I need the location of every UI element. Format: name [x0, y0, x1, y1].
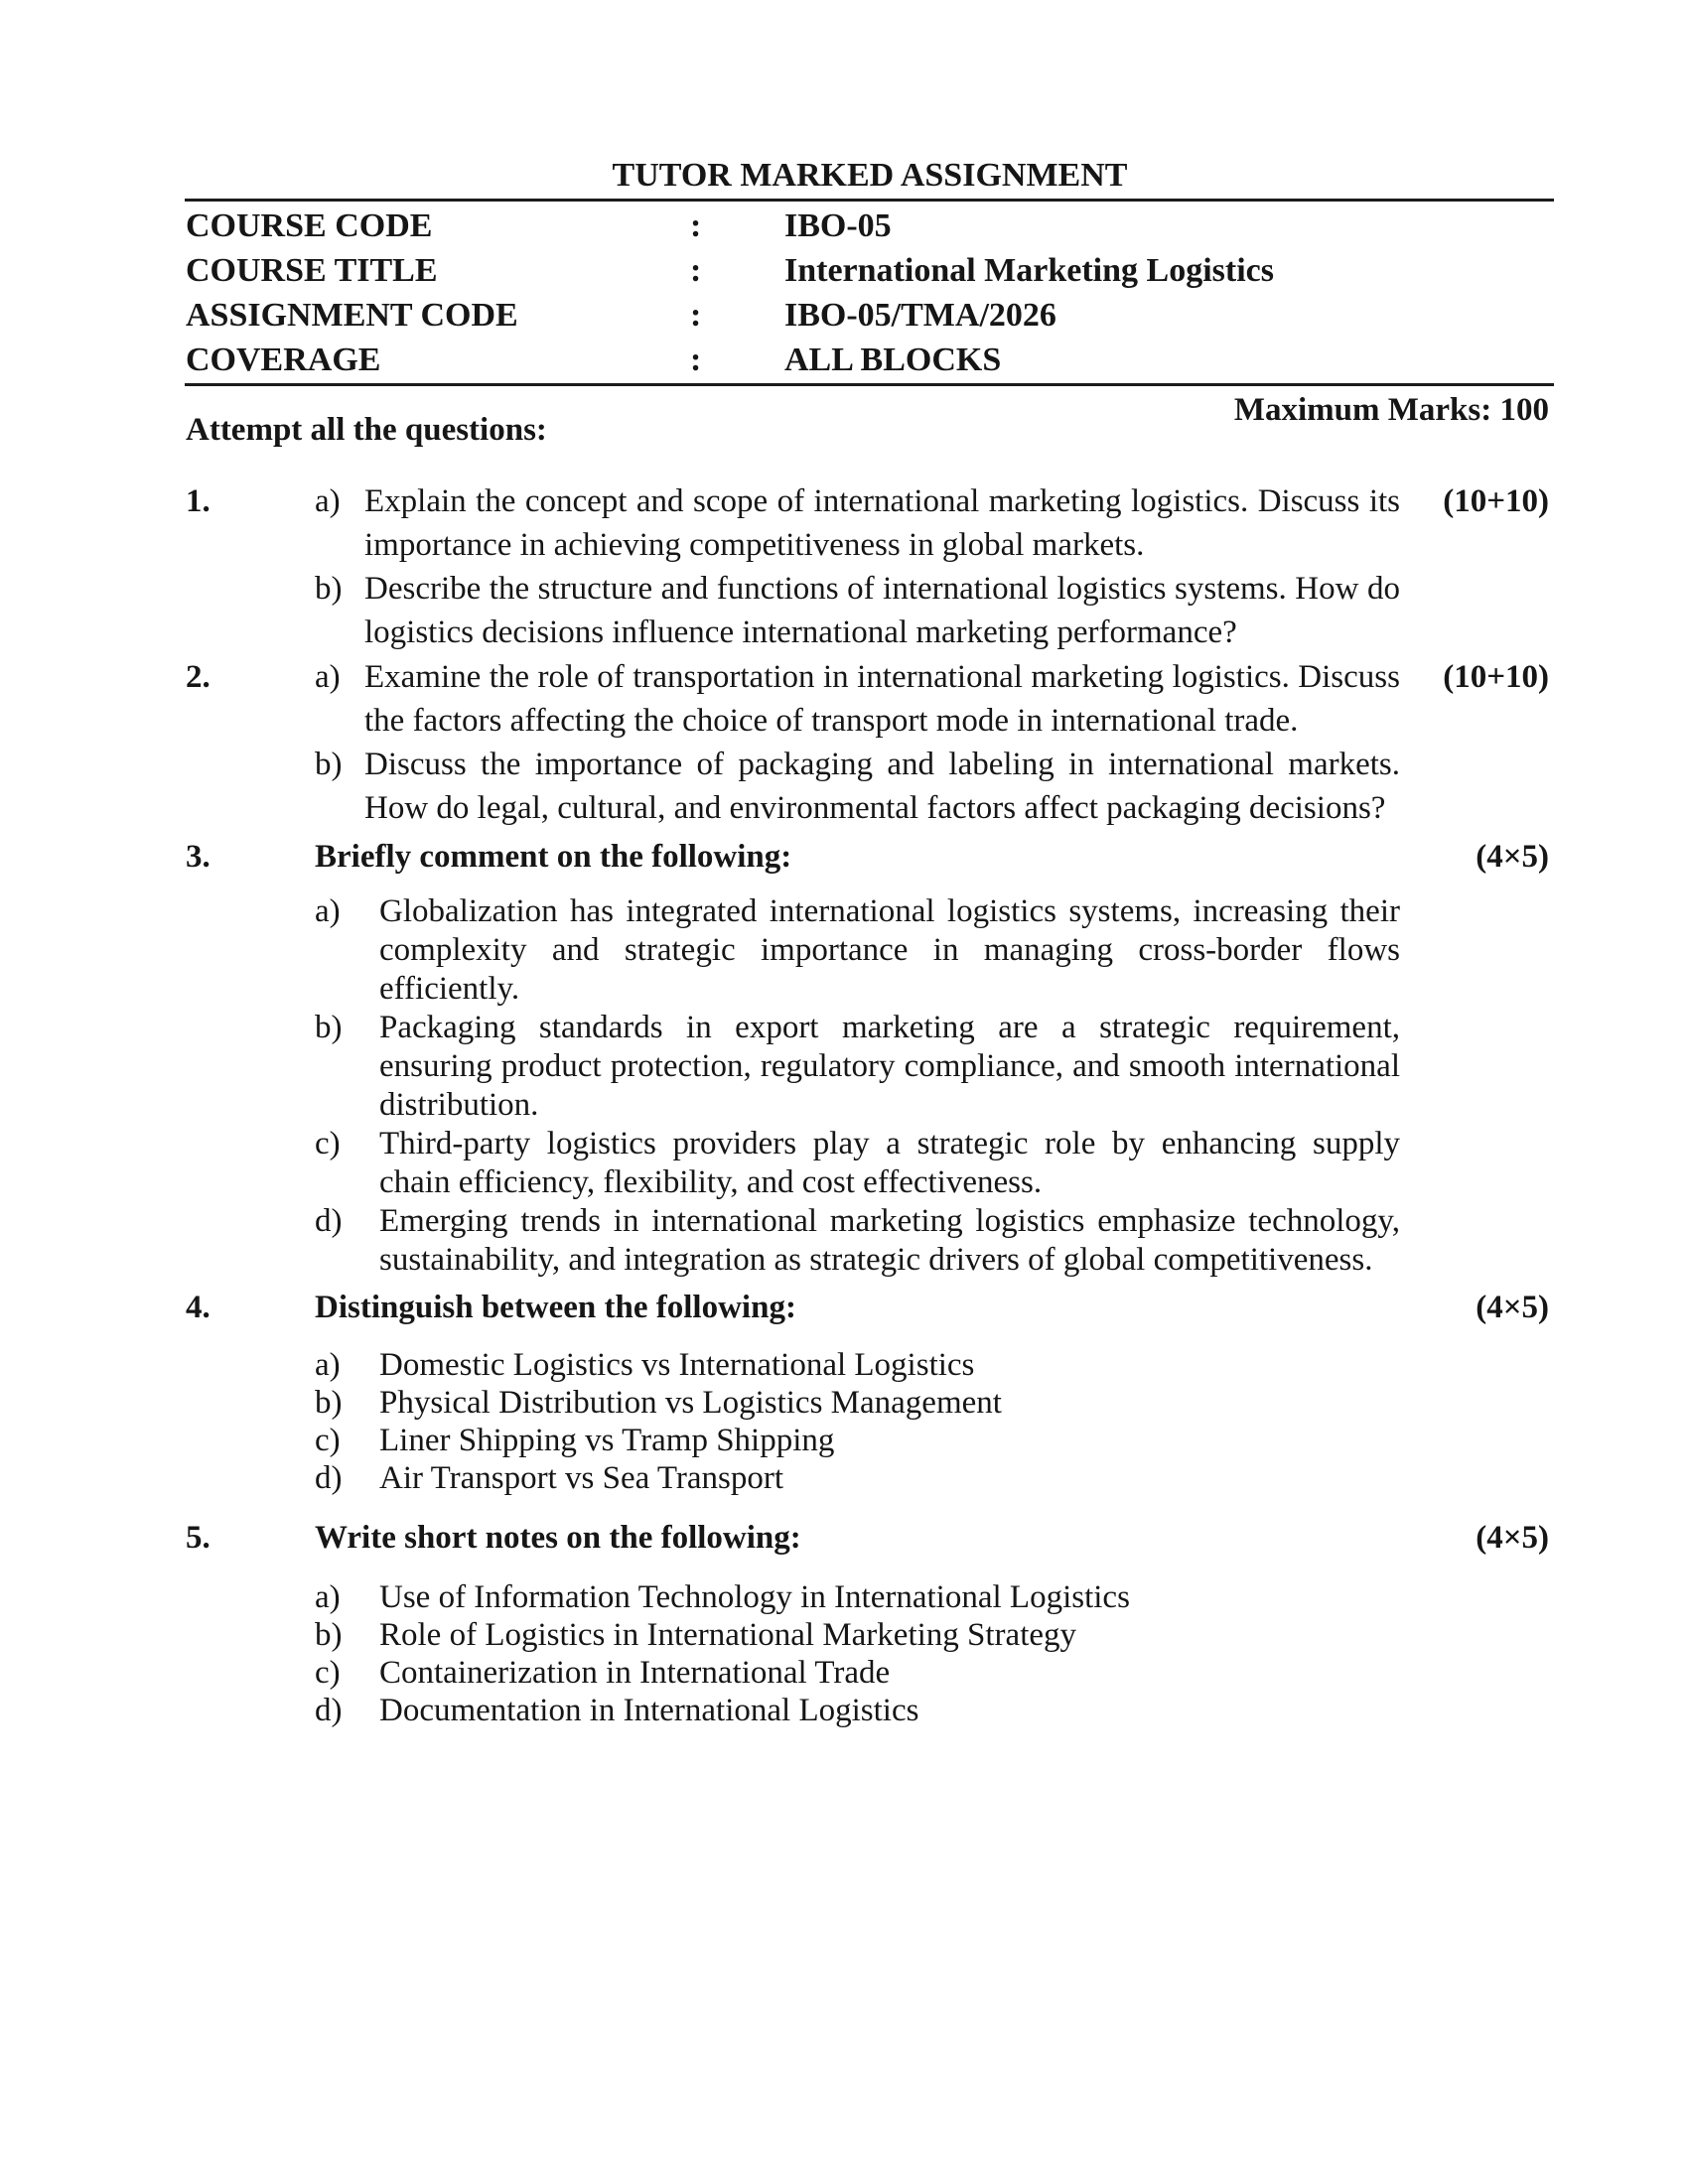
item-text: Third-party logistics providers play a strategic role by enhancing supply chain efficiency, flexibility, and cost effectiveness. — [379, 1126, 1400, 1200]
page-title: TUTOR MARKED ASSIGNMENT — [612, 157, 1128, 194]
item-text: Role of Logistics in International Marketing Strategy — [379, 1617, 1077, 1653]
question-items — [315, 1578, 1400, 1729]
item-text: Documentation in International Logistics — [379, 1693, 919, 1728]
question-number: 3. — [186, 839, 211, 875]
question-item — [315, 1009, 1400, 1125]
question-marks: (4×5) — [1476, 1520, 1549, 1556]
question-item — [315, 1654, 1400, 1692]
item-text: Use of Information Technology in International Logistics — [379, 1579, 1130, 1615]
colon-separator: : — [690, 341, 702, 378]
question-content — [315, 479, 1400, 654]
divider-top — [185, 199, 1554, 202]
assignment-code-value: IBO-05/TMA/2026 — [784, 297, 1056, 334]
item-letter: a) — [315, 483, 341, 519]
max-marks: Maximum Marks: 100 — [1233, 392, 1549, 428]
item-letter: c) — [315, 1423, 341, 1458]
question-items — [315, 1346, 1400, 1497]
item-letter: b) — [315, 1010, 343, 1045]
question-item — [315, 1125, 1400, 1202]
item-letter: c) — [315, 1126, 341, 1161]
coverage-value: ALL BLOCKS — [784, 341, 1002, 378]
item-letter: a) — [315, 1579, 341, 1615]
item-letter: b) — [315, 1385, 343, 1421]
question-marks: (10+10) — [1443, 659, 1549, 695]
question-content — [315, 835, 1400, 1280]
question-items — [315, 892, 1400, 1280]
questions-list — [186, 479, 1549, 1729]
item-text: Physical Distribution vs Logistics Management — [379, 1385, 1002, 1421]
course-code-row — [186, 204, 1554, 248]
course-title-value: International Marketing Logistics — [784, 252, 1274, 289]
question-item — [315, 1692, 1400, 1729]
course-code-label: COURSE CODE — [186, 207, 433, 244]
colon-separator: : — [690, 252, 702, 289]
question-marks: (10+10) — [1443, 483, 1549, 519]
question-item — [315, 1346, 1400, 1384]
item-text: Packaging standards in export marketing are a strategic requirement, ensuring product protection, regulatory compliance, and smooth international distribution. — [379, 1010, 1400, 1123]
item-letter: a) — [315, 1347, 341, 1383]
item-text: Air Transport vs Sea Transport — [379, 1460, 784, 1496]
question-3 — [186, 835, 1549, 1280]
question-1 — [186, 479, 1549, 654]
assignment-code-row — [186, 293, 1554, 338]
question-item — [315, 892, 1400, 1009]
question-content — [315, 1286, 1400, 1497]
item-text: Globalization has integrated international logistics systems, increasing their complexity and strategic importance in managing cross-border flows efficiently. — [379, 893, 1400, 1007]
question-item — [315, 1578, 1400, 1616]
item-text: Examine the role of transportation in international marketing logistics. Discuss the factors affecting the choice of transport mode in international trade. — [364, 659, 1400, 739]
item-letter: b) — [315, 1617, 343, 1653]
attempt-note: Attempt all the questions: — [186, 412, 547, 448]
divider-header — [185, 383, 1554, 386]
assignment-code-label: ASSIGNMENT CODE — [186, 297, 518, 334]
coverage-label: COVERAGE — [186, 341, 381, 378]
question-heading: Distinguish between the following: — [315, 1290, 796, 1325]
question-content — [315, 655, 1400, 830]
question-item — [315, 1459, 1400, 1497]
item-text: Discuss the importance of packaging and labeling in international markets. How do legal, cultural, and environmental factors affect packaging decisions? — [364, 747, 1400, 826]
item-letter: a) — [315, 893, 341, 929]
question-number: 1. — [186, 483, 211, 519]
question-number: 2. — [186, 659, 211, 695]
question-item — [315, 1616, 1400, 1654]
question-number: 5. — [186, 1520, 211, 1556]
item-text: Domestic Logistics vs International Logistics — [379, 1347, 975, 1383]
question-item — [315, 479, 1400, 567]
question-item — [315, 567, 1400, 654]
item-text: Explain the concept and scope of international marketing logistics. Discuss its importance in achieving competitiveness in global markets. — [364, 483, 1400, 563]
question-content — [315, 1516, 1400, 1729]
item-letter: d) — [315, 1203, 343, 1239]
item-letter: a) — [315, 659, 341, 695]
question-heading: Briefly comment on the following: — [315, 839, 792, 875]
coverage-row — [186, 338, 1554, 382]
colon-separator: : — [690, 207, 702, 244]
course-info-table — [186, 204, 1554, 382]
item-text: Containerization in International Trade — [379, 1655, 891, 1691]
question-marks: (4×5) — [1476, 839, 1549, 875]
item-letter: d) — [315, 1693, 343, 1728]
question-5 — [186, 1516, 1549, 1729]
item-text: Liner Shipping vs Tramp Shipping — [379, 1423, 835, 1458]
question-item — [315, 1384, 1400, 1422]
item-text: Emerging trends in international marketing logistics emphasize technology, sustainability, and integration as strategic drivers of global competitiveness. — [379, 1203, 1400, 1278]
colon-separator: : — [690, 297, 702, 334]
question-2 — [186, 655, 1549, 830]
item-letter: b) — [315, 571, 343, 607]
question-item — [315, 743, 1400, 830]
item-letter: d) — [315, 1460, 343, 1496]
item-letter: b) — [315, 747, 343, 782]
question-marks: (4×5) — [1476, 1290, 1549, 1325]
course-title-row — [186, 248, 1554, 293]
course-code-value: IBO-05 — [784, 207, 892, 244]
item-letter: c) — [315, 1655, 341, 1691]
question-item — [315, 1202, 1400, 1280]
question-item — [315, 655, 1400, 743]
course-title-label: COURSE TITLE — [186, 252, 438, 289]
question-number: 4. — [186, 1290, 211, 1325]
question-heading: Write short notes on the following: — [315, 1520, 801, 1556]
item-text: Describe the structure and functions of international logistics systems. How do logistics decisions influence international marketing performance? — [364, 571, 1400, 650]
question-item — [315, 1422, 1400, 1459]
question-4 — [186, 1286, 1549, 1497]
